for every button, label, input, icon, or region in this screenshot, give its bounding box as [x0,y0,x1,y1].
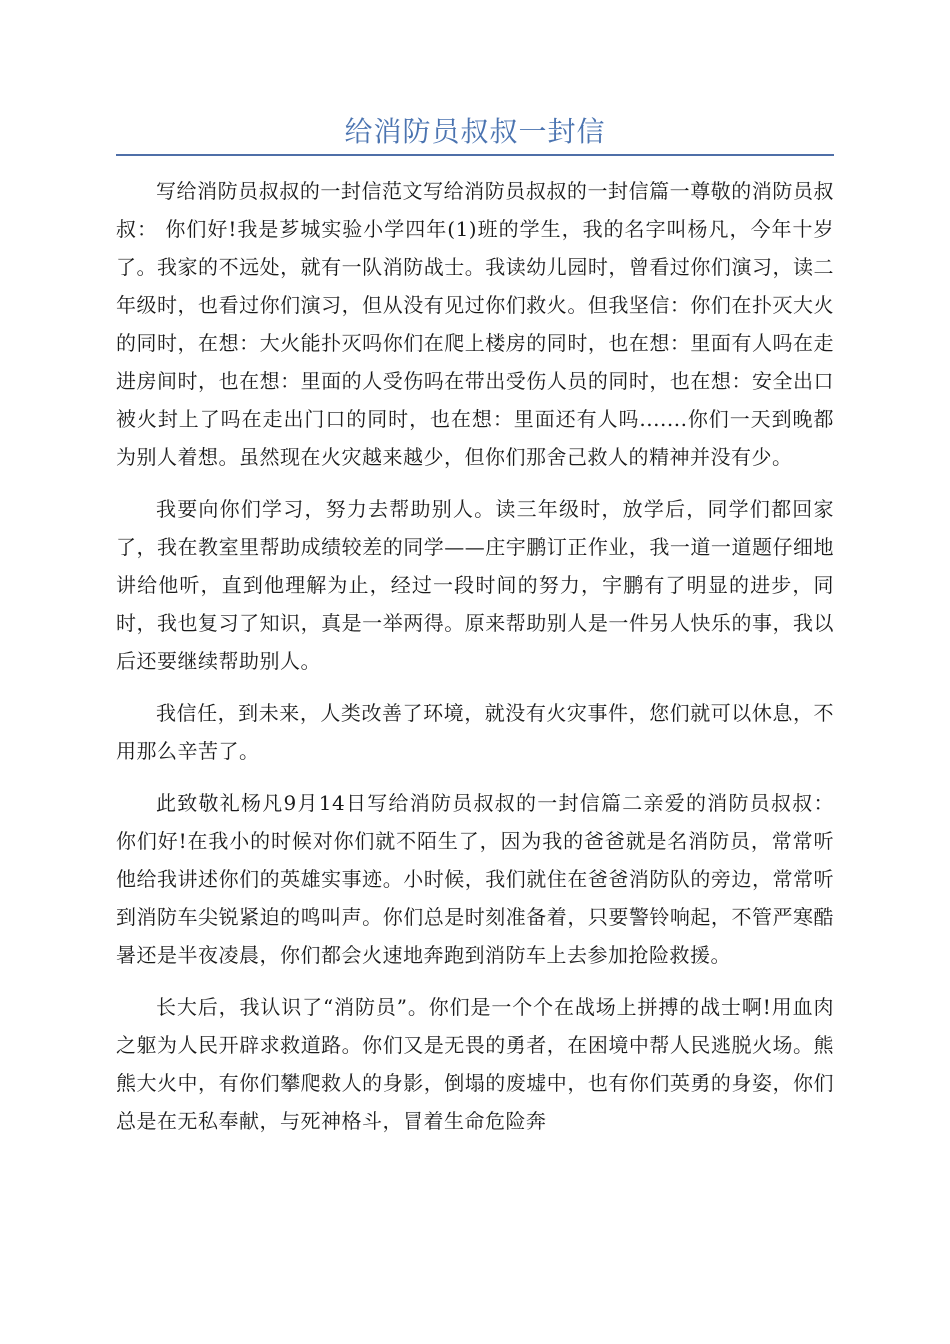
paragraph-1: 写给消防员叔叔的一封信范文写给消防员叔叔的一封信篇一尊敬的消防员叔叔： 你们好!我是芗城实验小学四年(1)班的学生，我的名字叫杨凡，今年十岁了。我家的不远处，就有一队消防战士。我读幼儿园时，曾看过你们演习，读二年级时，也看过你们演习，但从没有见过你们救火。但我坚信：你们在扑灭大火的同时，在想：大火能扑灭吗你们在爬上楼房的同时，也在想：里面有人吗在走进房间时，也在想：里面的人受伤吗在带出受伤人员的同时，也在想：安全出口被火封上了吗在走出门口的同时，也在想：里面还有人吗.......你们一天到晚都为别人着想。虽然现在火灾越来越少，但你们那舍己救人的精神并没有少。 [116,179,834,469]
paragraph-3: 我信任，到未来，人类改善了环境，就没有火灾事件，您们就可以休息，不用那么辛苦了。 [116,701,834,763]
paragraph-2: 我要向你们学习，努力去帮助别人。读三年级时，放学后，同学们都回家了，我在教室里帮助成绩较差的同学——庄宇鹏订正作业，我一道一道题仔细地讲给他听，直到他理解为止，经过一段时间的努力，宇鹏有了明显的进步，同时，我也复习了知识，真是一举两得。原来帮助别人是一件另人快乐的事，我以后还要继续帮助别人。 [116,497,834,673]
paragraph-5: 长大后，我认识了“消防员”。你们是一个个在战场上拼搏的战士啊!用血肉之躯为人民开辟求救道路。你们又是无畏的勇者，在困境中帮人民逃脱火场。熊熊大火中，有你们攀爬救人的身影，倒塌的废墟中，也有你们英勇的身姿，你们总是在无私奉献，与死神格斗，冒着生命危险奔 [116,995,834,1133]
letter-body [116,172,834,1154]
document-title: 给消防员叔叔一封信 [344,115,606,148]
paragraph-4: 此致敬礼杨凡9月14日写给消防员叔叔的一封信篇二亲爱的消防员叔叔： 你们好!在我小的时候对你们就不陌生了，因为我的爸爸就是名消防员，常常听他给我讲述你们的英雄实事迹。小时候，我们就住在爸爸消防队的旁边，常常听到消防车尖锐紧迫的鸣叫声。你们总是时刻准备着，只要警铃响起，不管严寒酷暑还是半夜凌晨，你们都会火速地奔跑到消防车上去参加抢险救援。 [116,791,834,967]
title-underline [116,154,834,156]
